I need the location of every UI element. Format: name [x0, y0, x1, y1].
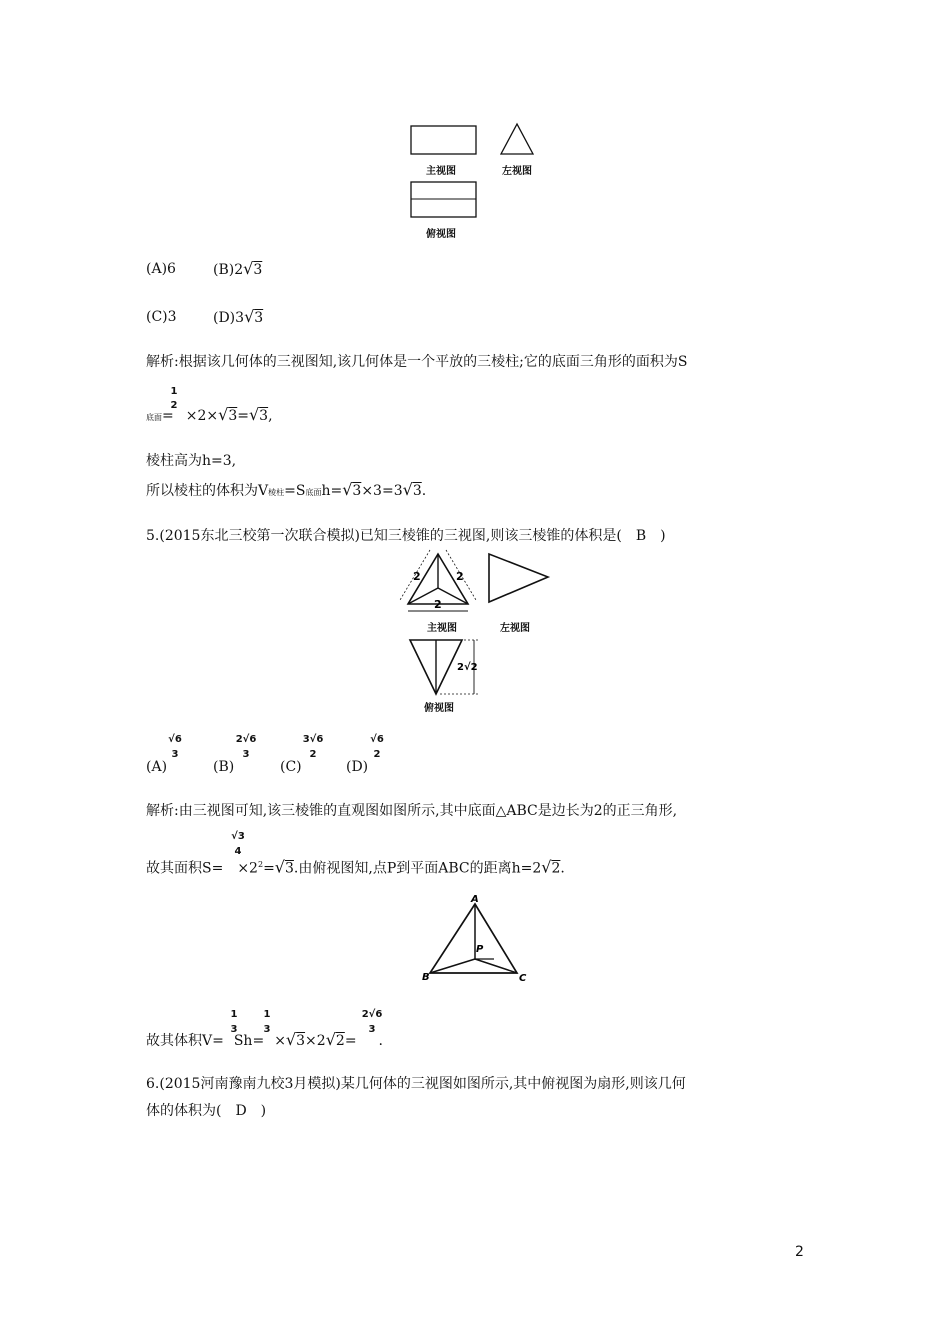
side-view-label: 左视图 [502, 166, 532, 177]
q4-solution-line3: 棱柱高为h=3, [146, 453, 237, 469]
side-view-label: 左视图 [500, 623, 530, 634]
q5-area-denominator: 4 [234, 846, 242, 857]
q5-option-b-numerator: 2√6 [235, 734, 257, 745]
three-view-figure-q4 [400, 118, 560, 242]
q5-option-d-denominator: 2 [373, 749, 381, 760]
q4-option-a: (A)6 [146, 261, 176, 277]
dim-label-height: 2√2 [457, 662, 478, 673]
q5-option-d-numerator: √6 [370, 734, 384, 745]
q4-option-b: (B)2√3 [213, 259, 263, 278]
q5-option-c-denominator: 2 [309, 749, 317, 760]
q4-solution-line2: 底面= ×2×√3=√3, [146, 405, 273, 424]
q5-answer-numerator: 2√6 [361, 1009, 383, 1020]
page-number: 2 [795, 1244, 804, 1260]
pyramid-base-outline [430, 904, 517, 973]
q4-option-c: (C)3 [146, 309, 177, 325]
q5-third-numerator-2: 1 [263, 1009, 271, 1020]
front-view-rectangle [411, 126, 476, 154]
q4-solution-line4: 所以棱柱的体积为V棱柱=S底面h=√3×3=3√3. [146, 480, 427, 499]
q5-third-numerator-1: 1 [230, 1009, 238, 1020]
dim-label-bottom: 2 [434, 598, 442, 611]
q5-solution-line2: 故其面积$S= \times 2^2=√3$.由俯视图知,点P到平面ABC的距离h=2√2. [146, 857, 565, 877]
q5-volume-line: 故其体积V= Sh= ×√3×2√2= . [146, 1030, 383, 1049]
side-view-triangle [489, 554, 548, 602]
q6-stem-line1: 6.(2015河南豫南九校3月模拟)某几何体的三视图如图所示,其中俯视图为扇形,则该几何 [146, 1076, 686, 1092]
q5-answer-denominator: 3 [368, 1024, 376, 1035]
vertex-b-label: B [422, 972, 430, 983]
q5-option-c-label: (C) [280, 759, 302, 775]
q5-stem: 5.(2015东北三校第一次联合模拟)已知三棱锥的三视图,则该三棱锥的体积是( B ) [146, 528, 666, 544]
vertex-c-label: C [519, 973, 527, 984]
top-view-label: 俯视图 [424, 703, 454, 714]
three-view-figure-q5 [396, 548, 566, 712]
vertex-a-label: A [471, 894, 479, 905]
q5-option-a-denominator: 3 [171, 749, 179, 760]
q4-option-d: (D)3√3 [213, 307, 264, 326]
q5-option-c-numerator: 3√6 [302, 734, 324, 745]
q5-option-b-label: (B) [213, 759, 235, 775]
q5-option-a-label: (A) [146, 759, 168, 775]
vertex-p-label: P [476, 944, 484, 955]
q5-option-b-denominator: 3 [242, 749, 250, 760]
top-view-label: 俯视图 [426, 229, 456, 240]
dim-label-right: 2 [456, 570, 464, 583]
pyramid-figure [418, 892, 532, 984]
side-view-triangle [501, 124, 533, 154]
q5-third-denominator-1: 3 [230, 1024, 238, 1035]
dim-label-left: 2 [413, 570, 421, 583]
q5-solution-line1: 解析:由三视图可知,该三棱锥的直观图如图所示,其中底面△ABC是边长为2的正三角形, [146, 803, 678, 819]
q5-area-numerator: √3 [231, 831, 245, 842]
q4-solution-line1: 解析:根据该几何体的三视图知,该几何体是一个平放的三棱柱;它的底面三角形的面积为S [146, 354, 688, 370]
q5-option-d-label: (D) [346, 759, 369, 775]
q6-stem-line2: 体的体积为( D ) [146, 1103, 267, 1119]
front-view-label: 主视图 [426, 166, 456, 177]
front-view-label: 主视图 [427, 623, 457, 634]
q5-option-a-numerator: √6 [168, 734, 182, 745]
q5-third-denominator-2: 3 [263, 1024, 271, 1035]
q4-half-numerator: 1 [170, 386, 178, 397]
q4-half-denominator: 2 [170, 400, 178, 411]
